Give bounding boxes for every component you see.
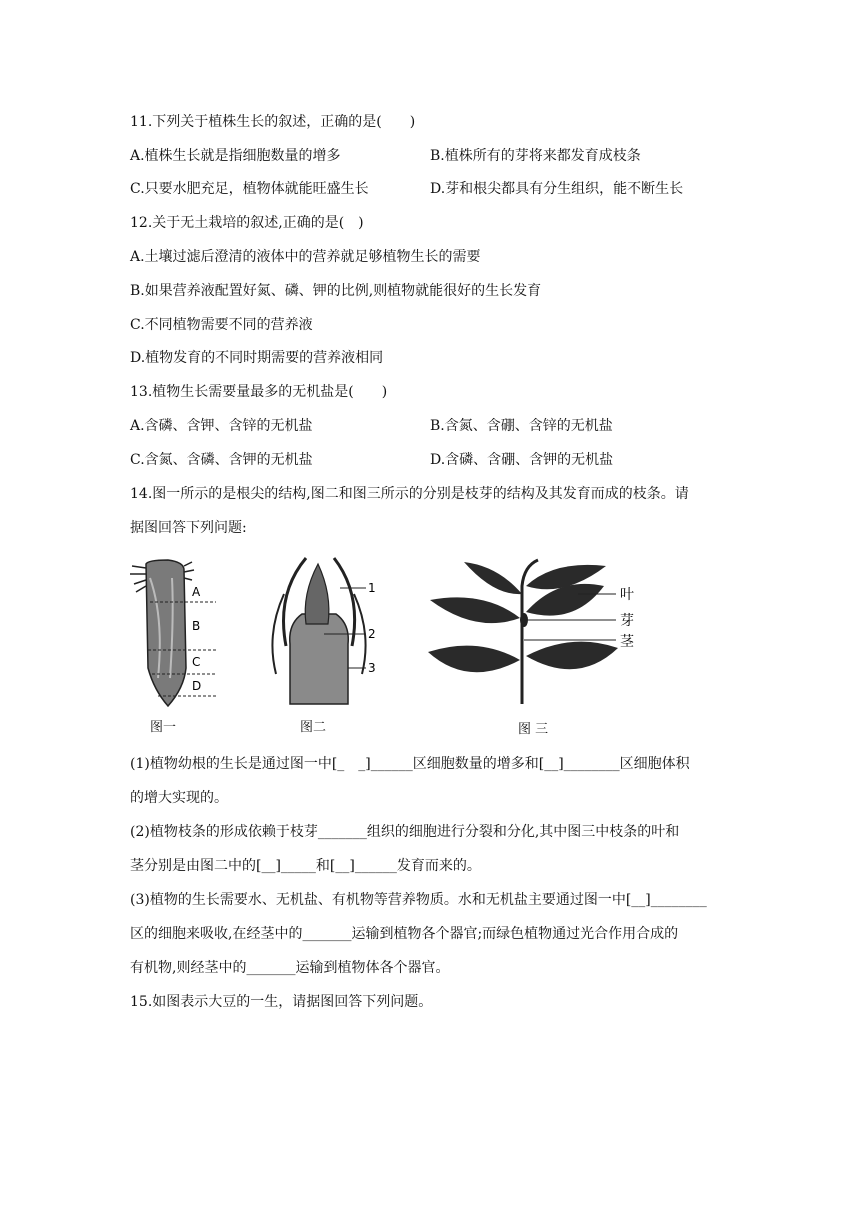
q14-part3-line1: (3)植物的生长需要水、无机盐、有机物等营养物质。水和无机盐主要通过图一中[__]________ — [130, 892, 707, 908]
branch-label-stem: 茎 — [620, 634, 634, 650]
leaf — [430, 597, 520, 623]
q14-part2-line2: 茎分别是由图二中的[__]_____和[__]______发育而来的。 — [130, 858, 481, 874]
q14-stem-line1: 14.图一所示的是根尖的结构,图二和图三所示的分别是枝芽的结构及其发育而成的枝条。请 — [130, 486, 689, 502]
figure-2-bud — [262, 554, 382, 714]
figure-1-root-tip — [128, 558, 218, 718]
bud-label-1: 1 — [368, 581, 376, 595]
q15-stem: 15.如图表示大豆的一生，请据图回答下列问题。 — [130, 994, 433, 1010]
branch-label-bud: 芽 — [620, 613, 634, 629]
bud — [520, 613, 528, 627]
q13-option-a: A.含磷、含钾、含锌的无机盐 — [130, 418, 313, 434]
zone-label-b: B — [192, 619, 201, 633]
figure-1-caption: 图一 — [150, 720, 177, 735]
growing-point — [305, 564, 329, 624]
q14-part3-line2: 区的细胞来吸收,在经茎中的_______运输到植物各个器官;而绿色植物通过光合作用合成的 — [130, 926, 679, 942]
q12-option-d: D.植物发育的不同时期需要的营养液相同 — [130, 350, 384, 366]
q12-option-a: A.土壤过滤后澄清的液体中的营养就足够植物生长的需要 — [130, 249, 481, 265]
q14-part2-line1: (2)植物枝条的形成依赖于枝芽_______组织的细胞进行分裂和分化,其中图三中枝条的叶和 — [130, 824, 680, 840]
q12-option-b: B.如果营养液配置好氮、磷、钾的比例,则植物就能很好的生长发育 — [130, 283, 542, 299]
bud-stem — [290, 614, 349, 704]
q14-part1-line2: 的增大实现的。 — [130, 790, 228, 806]
branch-label-leaf: 叶 — [620, 587, 634, 603]
q14-stem-line2: 据图回答下列问题: — [130, 520, 247, 536]
q13-option-c: C.含氮、含磷、含钾的无机盐 — [130, 452, 313, 468]
q14-part3-line3: 有机物,则经茎中的_______运输到植物体各个器官。 — [130, 960, 450, 976]
zone-label-a: A — [192, 585, 201, 599]
figure-2-caption: 图二 — [300, 720, 327, 735]
q11-option-a: A.植株生长就是指细胞数量的增多 — [130, 148, 341, 164]
q11-option-b: B.植株所有的芽将来都发育成枝条 — [430, 148, 641, 164]
q12-stem: 12.关于无土栽培的叙述,正确的是( ) — [130, 215, 364, 231]
leaf — [428, 646, 520, 673]
figure-3-caption: 图 三 — [518, 722, 549, 737]
figure-3-branch — [428, 556, 648, 706]
bud-label-2: 2 — [368, 627, 376, 641]
q11-option-c: C.只要水肥充足，植物体就能旺盛生长 — [130, 181, 369, 197]
q13-option-d: D.含磷、含硼、含钾的无机盐 — [430, 452, 614, 468]
q11-option-d: D.芽和根尖都具有分生组织，能不断生长 — [430, 181, 684, 197]
bud-label-3: 3 — [368, 661, 376, 675]
q11-stem: 11.下列关于植株生长的叙述，正确的是( ) — [130, 114, 416, 130]
q13-option-b: B.含氮、含硼、含锌的无机盐 — [430, 418, 613, 434]
q14-part1-line1: (1)植物幼根的生长是通过图一中[_ _]______区细胞数量的增多和[__]________区细胞体积 — [130, 756, 690, 772]
leaf — [464, 562, 522, 594]
q12-option-c: C.不同植物需要不同的营养液 — [130, 317, 313, 333]
zone-label-d: D — [192, 679, 202, 693]
q13-stem: 13.植物生长需要量最多的无机盐是( ) — [130, 384, 388, 400]
leaf — [526, 642, 618, 670]
zone-label-c: C — [192, 655, 201, 669]
